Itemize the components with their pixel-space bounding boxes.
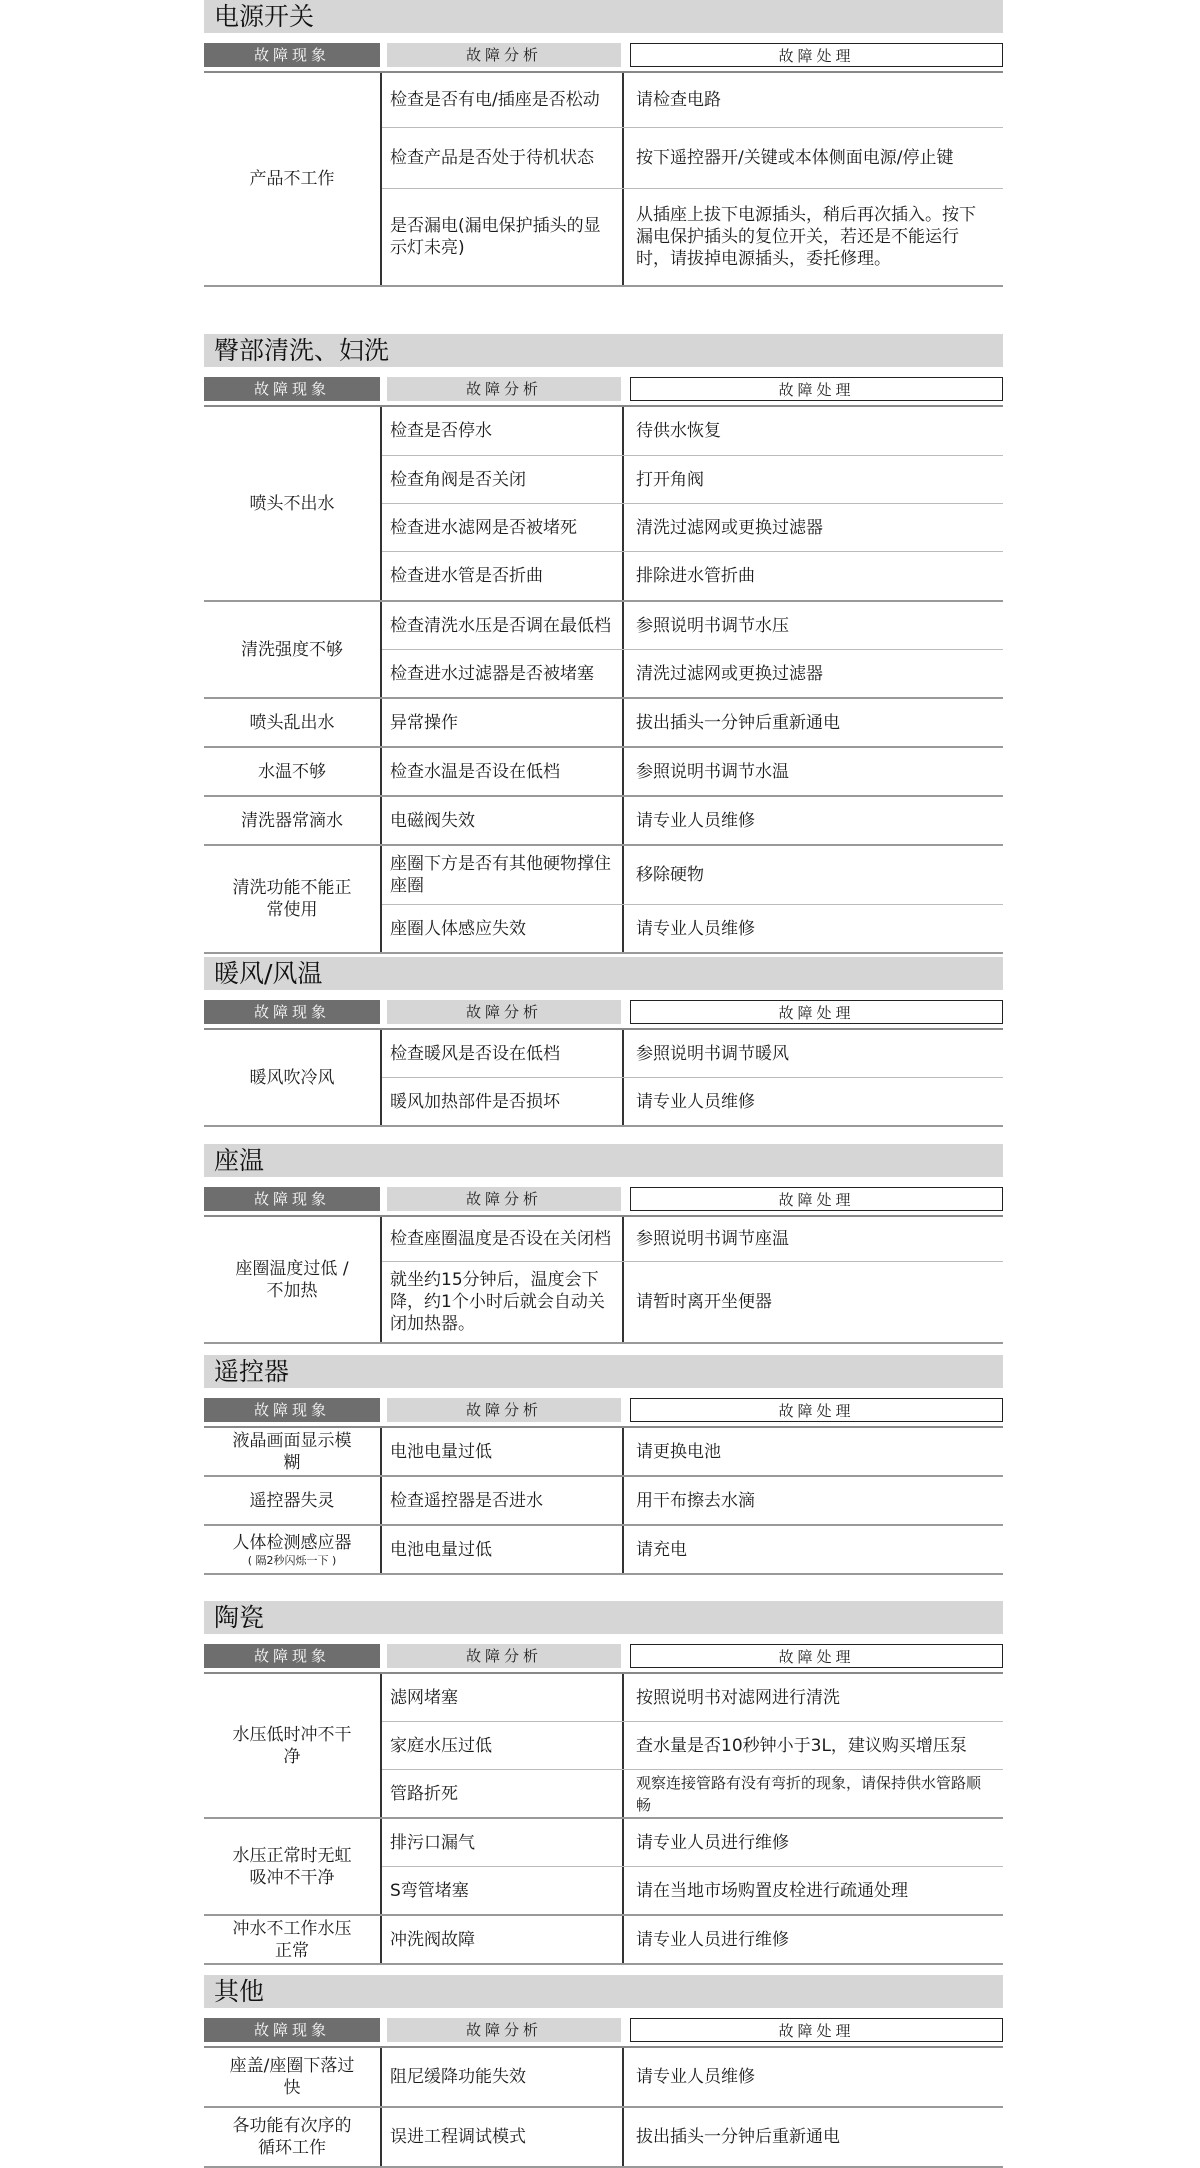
handling-cell: 按照说明书对滤网进行清洗 bbox=[636, 1687, 840, 1708]
table-header bbox=[204, 1644, 1003, 1668]
phenomenon-cell bbox=[204, 407, 382, 600]
header-phenomenon: 故障现象 bbox=[204, 1644, 380, 1668]
analysis-handling-group bbox=[382, 1819, 1003, 1914]
analysis-cell: 座圈人体感应失效 bbox=[382, 905, 624, 952]
analysis-cell: 检查暖风是否设在低档 bbox=[382, 1030, 624, 1077]
phenomenon-cell bbox=[204, 2048, 382, 2106]
section-title: 电源开关 bbox=[204, 0, 1003, 33]
handling-cell: 请专业人员进行维修 bbox=[636, 1832, 789, 1853]
handling-cell: 清洗过滤网或更换过滤器 bbox=[636, 517, 823, 538]
sub-row bbox=[382, 1722, 1003, 1770]
phenomenon-wrap bbox=[233, 1532, 352, 1568]
analysis-handling-group bbox=[382, 1674, 1003, 1817]
analysis-cell: 检查遥控器是否进水 bbox=[382, 1477, 624, 1524]
header-analysis: 故障分析 bbox=[387, 1187, 621, 1211]
header-phenomenon: 故障现象 bbox=[204, 43, 380, 67]
phenomenon-cell bbox=[204, 1674, 382, 1817]
table-body bbox=[204, 1028, 1003, 1127]
sub-row bbox=[382, 1428, 1003, 1475]
handling-cell: 查水量是否10秒钟小于3L，建议购买增压泵 bbox=[636, 1735, 967, 1756]
phenomenon-text: 喷头乱出水 bbox=[249, 712, 335, 733]
handling-cell: 打开角阀 bbox=[636, 469, 704, 490]
header-phenomenon: 故障现象 bbox=[204, 1187, 380, 1211]
handling-cell: 请在当地市场购置皮栓进行疏通处理 bbox=[636, 1880, 908, 1901]
phenomenon-text: 人体检测感应器 bbox=[232, 1532, 352, 1553]
table-row bbox=[204, 1477, 1003, 1526]
sub-row bbox=[382, 2048, 1003, 2106]
handling-cell: 待供水恢复 bbox=[636, 421, 721, 441]
table-header bbox=[204, 1000, 1003, 1024]
header-phenomenon: 故障现象 bbox=[204, 2018, 380, 2042]
section-title: 其他 bbox=[204, 1975, 1003, 2008]
handling-cell: 请充电 bbox=[636, 1539, 687, 1560]
header-analysis: 故障分析 bbox=[387, 377, 621, 401]
section-title: 陶瓷 bbox=[204, 1601, 1003, 1634]
phenomenon-cell bbox=[204, 846, 382, 952]
analysis-cell: 检查座圈温度是否设在关闭档 bbox=[382, 1217, 624, 1261]
analysis-cell: 电池电量过低 bbox=[382, 1526, 624, 1573]
analysis-handling-group bbox=[382, 73, 1003, 285]
analysis-handling-group bbox=[382, 2108, 1003, 2166]
sub-row bbox=[382, 1030, 1003, 1078]
handling-cell: 请专业人员进行维修 bbox=[636, 1929, 789, 1950]
analysis-cell: 检查进水过滤器是否被堵塞 bbox=[382, 650, 624, 697]
phenomenon-text: 遥控器失灵 bbox=[249, 1490, 335, 1511]
analysis-cell: 检查是否停水 bbox=[382, 407, 624, 455]
analysis-cell: 排污口漏气 bbox=[382, 1819, 624, 1866]
phenomenon-text: 喷头不出水 bbox=[249, 493, 335, 514]
analysis-cell: 电池电量过低 bbox=[382, 1428, 624, 1475]
table-row bbox=[204, 748, 1003, 797]
section-title: 座温 bbox=[204, 1144, 1003, 1177]
phenomenon-subtext: ( 隔2秒闪烁一下 ) bbox=[247, 1553, 337, 1567]
header-analysis: 故障分析 bbox=[387, 1000, 621, 1024]
handling-cell: 参照说明书调节暖风 bbox=[636, 1043, 789, 1064]
table-row bbox=[204, 1819, 1003, 1916]
header-handling: 故障处理 bbox=[630, 377, 1003, 401]
handling-cell: 排除进水管折曲 bbox=[636, 566, 755, 586]
sub-row bbox=[382, 602, 1003, 650]
section-title: 暖风/风温 bbox=[204, 957, 1003, 990]
analysis-handling-group bbox=[382, 1916, 1003, 1963]
phenomenon-text: 产品不工作 bbox=[249, 169, 335, 189]
phenomenon-cell bbox=[204, 1428, 382, 1475]
phenomenon-cell bbox=[204, 1030, 382, 1125]
section bbox=[204, 1355, 1003, 1575]
analysis-cell: 检查水温是否设在低档 bbox=[382, 748, 624, 795]
table-row bbox=[204, 602, 1003, 699]
handling-cell: 从插座上拔下电源插头，稍后再次插入。按下漏电保护插头的复位开关，若还是不能运行时，请拔掉电源插头，委托修理。 bbox=[636, 205, 976, 269]
sub-row bbox=[382, 1526, 1003, 1573]
section bbox=[204, 334, 1003, 954]
analysis-cell: 电磁阀失效 bbox=[382, 797, 624, 844]
analysis-handling-group bbox=[382, 1217, 1003, 1342]
table-header bbox=[204, 43, 1003, 67]
table-header bbox=[204, 377, 1003, 401]
analysis-cell: 检查进水管是否折曲 bbox=[382, 552, 624, 600]
section bbox=[204, 1144, 1003, 1344]
sub-row bbox=[382, 748, 1003, 795]
table-row bbox=[204, 797, 1003, 846]
handling-cell: 参照说明书调节座温 bbox=[636, 1229, 789, 1249]
phenomenon-text: 液晶画面显示模糊 bbox=[232, 1430, 352, 1473]
handling-cell: 移除硬物 bbox=[636, 865, 704, 885]
sub-row bbox=[382, 699, 1003, 746]
phenomenon-cell bbox=[204, 748, 382, 795]
table-row bbox=[204, 73, 1003, 287]
analysis-cell: 检查清洗水压是否调在最低档 bbox=[382, 602, 624, 649]
analysis-cell: 就坐约15分钟后，温度会下降，约1个小时后就会自动关闭加热器。 bbox=[382, 1262, 624, 1342]
handling-cell: 参照说明书调节水温 bbox=[636, 761, 789, 782]
handling-cell: 请专业人员维修 bbox=[636, 918, 755, 939]
handling-cell: 按下遥控器开/关键或本体侧面电源/停止键 bbox=[636, 148, 954, 168]
phenomenon-text: 各功能有次序的循环工作 bbox=[232, 2116, 352, 2158]
analysis-handling-group bbox=[382, 407, 1003, 600]
phenomenon-text: 清洗功能不能正常使用 bbox=[232, 878, 352, 920]
handling-cell: 请检查电路 bbox=[636, 90, 721, 110]
sub-row bbox=[382, 128, 1003, 189]
table-row bbox=[204, 2048, 1003, 2108]
table-body bbox=[204, 1426, 1003, 1575]
phenomenon-text: 座盖/座圈下落过快 bbox=[229, 2056, 355, 2098]
table-row bbox=[204, 699, 1003, 748]
handling-cell: 请更换电池 bbox=[636, 1441, 721, 1462]
sub-row bbox=[382, 504, 1003, 552]
analysis-cell: 检查进水滤网是否被堵死 bbox=[382, 504, 624, 551]
sub-row bbox=[382, 1078, 1003, 1125]
sub-row bbox=[382, 189, 1003, 285]
table-row bbox=[204, 1030, 1003, 1127]
analysis-cell: 是否漏电(漏电保护插头的显示灯未亮) bbox=[382, 189, 624, 285]
sub-row bbox=[382, 456, 1003, 504]
handling-cell: 请专业人员维修 bbox=[636, 2067, 755, 2087]
section bbox=[204, 1975, 1003, 2168]
analysis-handling-group bbox=[382, 846, 1003, 952]
sub-row bbox=[382, 552, 1003, 600]
analysis-handling-group bbox=[382, 1526, 1003, 1573]
sub-row bbox=[382, 1262, 1003, 1342]
analysis-handling-group bbox=[382, 1030, 1003, 1125]
table-body bbox=[204, 71, 1003, 287]
header-analysis: 故障分析 bbox=[387, 1644, 621, 1668]
header-handling: 故障处理 bbox=[630, 1644, 1003, 1668]
sub-row bbox=[382, 73, 1003, 128]
analysis-handling-group bbox=[382, 2048, 1003, 2106]
table-body bbox=[204, 1672, 1003, 1965]
analysis-handling-group bbox=[382, 699, 1003, 746]
sub-row bbox=[382, 2108, 1003, 2166]
header-handling: 故障处理 bbox=[630, 1187, 1003, 1211]
header-handling: 故障处理 bbox=[630, 2018, 1003, 2042]
phenomenon-cell bbox=[204, 1916, 382, 1963]
sub-row bbox=[382, 407, 1003, 456]
analysis-cell: 阻尼缓降功能失效 bbox=[382, 2048, 624, 2106]
table-row bbox=[204, 1674, 1003, 1819]
sub-row bbox=[382, 1916, 1003, 1963]
phenomenon-text: 清洗器常滴水 bbox=[241, 810, 343, 831]
analysis-cell: 座圈下方是否有其他硬物撑住座圈 bbox=[382, 846, 624, 904]
analysis-cell: 误进工程调试模式 bbox=[382, 2108, 624, 2166]
sub-row bbox=[382, 1674, 1003, 1722]
sub-row bbox=[382, 650, 1003, 697]
analysis-cell: 检查产品是否处于待机状态 bbox=[382, 128, 624, 188]
table-row bbox=[204, 1526, 1003, 1575]
phenomenon-cell bbox=[204, 1819, 382, 1914]
sub-row bbox=[382, 905, 1003, 952]
phenomenon-cell bbox=[204, 602, 382, 697]
table-row bbox=[204, 1428, 1003, 1477]
handling-cell: 请暂时离开坐便器 bbox=[636, 1292, 772, 1312]
table-header bbox=[204, 1187, 1003, 1211]
handling-cell: 观察连接管路有没有弯折的现象，请保持供水管路顺畅 bbox=[636, 1773, 982, 1814]
section-title: 臀部清洗、妇洗 bbox=[204, 334, 1003, 367]
table-body bbox=[204, 2046, 1003, 2168]
analysis-handling-group bbox=[382, 1477, 1003, 1524]
handling-cell: 拔出插头一分钟后重新通电 bbox=[636, 2127, 840, 2147]
header-handling: 故障处理 bbox=[630, 43, 1003, 67]
analysis-cell: 检查角阀是否关闭 bbox=[382, 456, 624, 503]
header-analysis: 故障分析 bbox=[387, 1398, 621, 1422]
table-row bbox=[204, 1916, 1003, 1965]
analysis-cell: 滤网堵塞 bbox=[382, 1674, 624, 1721]
table-row bbox=[204, 1217, 1003, 1344]
analysis-cell: 管路折死 bbox=[382, 1770, 624, 1817]
phenomenon-text: 水温不够 bbox=[258, 761, 326, 782]
phenomenon-text: 清洗强度不够 bbox=[241, 639, 343, 660]
phenomenon-cell bbox=[204, 797, 382, 844]
phenomenon-text: 暖风吹冷风 bbox=[249, 1067, 335, 1088]
header-phenomenon: 故障现象 bbox=[204, 377, 380, 401]
section bbox=[204, 0, 1003, 287]
handling-cell: 拔出插头一分钟后重新通电 bbox=[636, 712, 840, 733]
analysis-cell: 暖风加热部件是否损坏 bbox=[382, 1078, 624, 1125]
analysis-cell: 异常操作 bbox=[382, 699, 624, 746]
phenomenon-cell bbox=[204, 73, 382, 285]
analysis-handling-group bbox=[382, 1428, 1003, 1475]
header-analysis: 故障分析 bbox=[387, 2018, 621, 2042]
analysis-handling-group bbox=[382, 602, 1003, 697]
phenomenon-cell bbox=[204, 1526, 382, 1573]
phenomenon-text: 水压正常时无虹吸冲不干净 bbox=[232, 1845, 352, 1888]
handling-cell: 清洗过滤网或更换过滤器 bbox=[636, 663, 823, 684]
section bbox=[204, 957, 1003, 1127]
sub-row bbox=[382, 1819, 1003, 1867]
table-row bbox=[204, 407, 1003, 602]
header-phenomenon: 故障现象 bbox=[204, 1398, 380, 1422]
handling-cell: 参照说明书调节水压 bbox=[636, 615, 789, 636]
phenomenon-cell bbox=[204, 1477, 382, 1524]
phenomenon-cell bbox=[204, 2108, 382, 2166]
phenomenon-cell bbox=[204, 1217, 382, 1342]
analysis-handling-group bbox=[382, 748, 1003, 795]
header-handling: 故障处理 bbox=[630, 1000, 1003, 1024]
sub-row bbox=[382, 846, 1003, 905]
phenomenon-text: 座圈温度过低 / 不加热 bbox=[235, 1258, 349, 1301]
table-row bbox=[204, 846, 1003, 954]
analysis-cell: 检查是否有电/插座是否松动 bbox=[382, 73, 624, 127]
sub-row bbox=[382, 1867, 1003, 1914]
handling-cell: 请专业人员维修 bbox=[636, 810, 755, 831]
header-analysis: 故障分析 bbox=[387, 43, 621, 67]
table-header bbox=[204, 1398, 1003, 1422]
analysis-handling-group bbox=[382, 797, 1003, 844]
phenomenon-cell bbox=[204, 699, 382, 746]
table-row bbox=[204, 2108, 1003, 2168]
sub-row bbox=[382, 1217, 1003, 1262]
table-header bbox=[204, 2018, 1003, 2042]
phenomenon-text: 水压低时冲不干净 bbox=[232, 1724, 352, 1767]
sub-row bbox=[382, 797, 1003, 844]
sub-row bbox=[382, 1477, 1003, 1524]
section bbox=[204, 1601, 1003, 1965]
phenomenon-text: 冲水不工作水压正常 bbox=[232, 1918, 352, 1961]
handling-cell: 请专业人员维修 bbox=[636, 1091, 755, 1112]
table-body bbox=[204, 405, 1003, 954]
section-title: 遥控器 bbox=[204, 1355, 1003, 1388]
handling-cell: 用干布擦去水滴 bbox=[636, 1490, 755, 1511]
analysis-cell: 家庭水压过低 bbox=[382, 1722, 624, 1769]
header-phenomenon: 故障现象 bbox=[204, 1000, 380, 1024]
sub-row bbox=[382, 1770, 1003, 1817]
table-body bbox=[204, 1215, 1003, 1344]
header-handling: 故障处理 bbox=[630, 1398, 1003, 1422]
analysis-cell: 冲洗阀故障 bbox=[382, 1916, 624, 1963]
analysis-cell: S弯管堵塞 bbox=[382, 1867, 624, 1914]
